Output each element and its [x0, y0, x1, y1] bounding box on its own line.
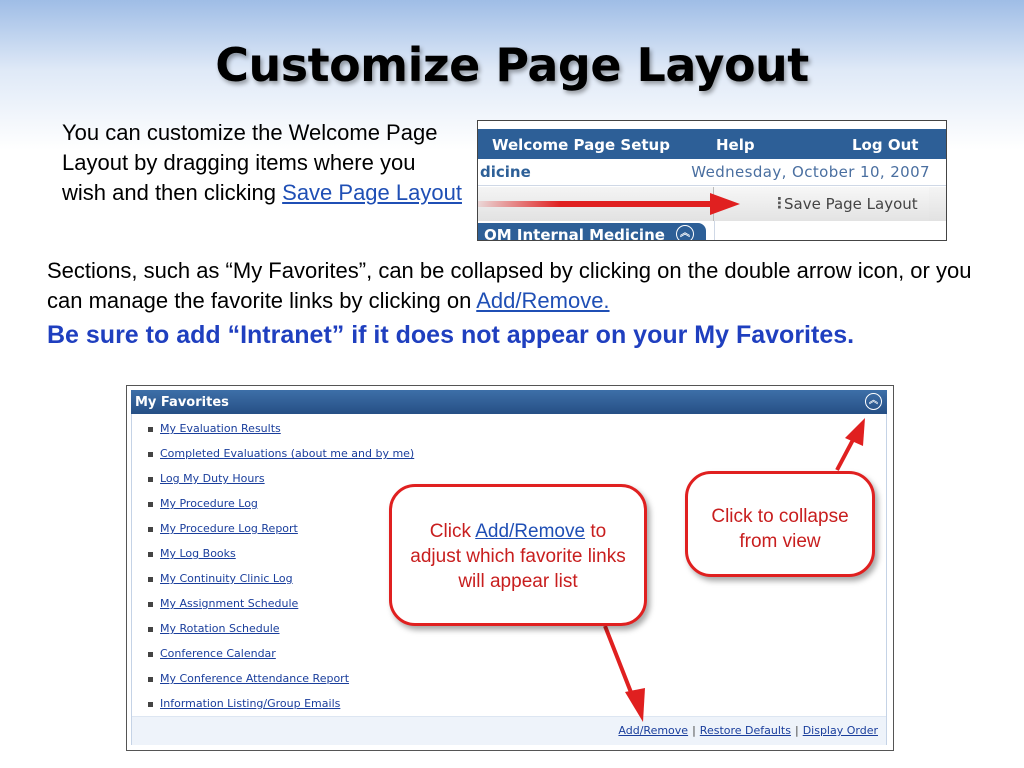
intro-paragraph [62, 118, 462, 208]
date-line [478, 159, 946, 186]
column-divider [714, 221, 715, 241]
department-name: dicine [480, 163, 531, 181]
favorite-link[interactable]: My Assignment Schedule [160, 597, 299, 610]
favorite-link[interactable]: Information Listing/Group Emails [160, 697, 341, 710]
collapse-callout [685, 471, 875, 577]
save-page-layout-link[interactable]: Save Page Layout [282, 180, 462, 205]
section-tab-label: OM Internal Medicine [484, 226, 665, 241]
add-remove-link[interactable]: Add/Remove. [476, 288, 610, 313]
favorite-link[interactable]: My Log Books [160, 547, 236, 560]
header-screenshot [477, 120, 947, 241]
current-date: Wednesday, October 10, 2007 [691, 163, 930, 181]
intro-text: You can customize the Welcome Page Layout by dragging items where you wish and then clicking [62, 120, 438, 205]
add-remove-callout [389, 484, 647, 626]
section-tab[interactable] [478, 223, 706, 241]
collapse-callout-text: Click to collapse from view [711, 506, 849, 552]
restore-defaults-button[interactable]: Restore Defaults [699, 724, 791, 737]
favorites-footer: Add/Remove | Restore Defaults | Display Order [132, 716, 886, 745]
arrow-head-up [845, 418, 865, 446]
callout-suffix: to adjust which favorite links will appear list [410, 521, 626, 592]
callout-add-remove-link[interactable]: Add/Remove [475, 521, 586, 542]
collapse-double-arrow-icon[interactable]: ︽ [676, 225, 694, 241]
menu-welcome-page-setup[interactable]: Welcome Page Setup [492, 136, 670, 154]
favorite-link[interactable]: My Procedure Log Report [160, 522, 298, 535]
favorites-title: My Favorites [135, 395, 229, 410]
menu-log-out[interactable]: Log Out [852, 136, 919, 154]
favorite-link[interactable]: My Continuity Clinic Log [160, 572, 293, 585]
slide-title: Customize Page Layout [215, 38, 809, 92]
favorite-link[interactable]: Conference Calendar [160, 647, 276, 660]
red-arrow-icon [478, 189, 778, 219]
favorite-link[interactable]: Log My Duty Hours [160, 472, 265, 485]
save-page-layout-label: Save Page Layout [784, 195, 918, 213]
collapse-double-arrow-icon[interactable]: ︽ [865, 393, 882, 410]
drag-handle-icon: ⋮ [772, 194, 787, 212]
emphasis-note: Be sure to add “Intranet” if it does not appear on your My Favorites. [47, 321, 855, 349]
sections-text: Sections, such as “My Favorites”, can be collapsed by clicking on the double arrow icon, or you can manage the favorite links by clicking on [47, 258, 972, 313]
sections-paragraph [47, 256, 977, 316]
arrow-head-down [625, 688, 645, 722]
callout-prefix: Click [429, 521, 471, 542]
favorite-link[interactable]: My Procedure Log [160, 497, 258, 510]
display-order-button[interactable]: Display Order [802, 724, 878, 737]
favorite-link[interactable]: My Evaluation Results [160, 422, 281, 435]
favorite-link[interactable]: My Conference Attendance Report [160, 672, 350, 685]
add-remove-button[interactable]: Add/Remove [618, 724, 689, 737]
favorite-link[interactable]: Completed Evaluations (about me and by me) [160, 447, 415, 460]
menu-help[interactable]: Help [716, 136, 755, 154]
top-menu-bar [478, 129, 946, 159]
favorites-screenshot [126, 385, 894, 751]
favorite-link[interactable]: My Rotation Schedule [160, 622, 280, 635]
